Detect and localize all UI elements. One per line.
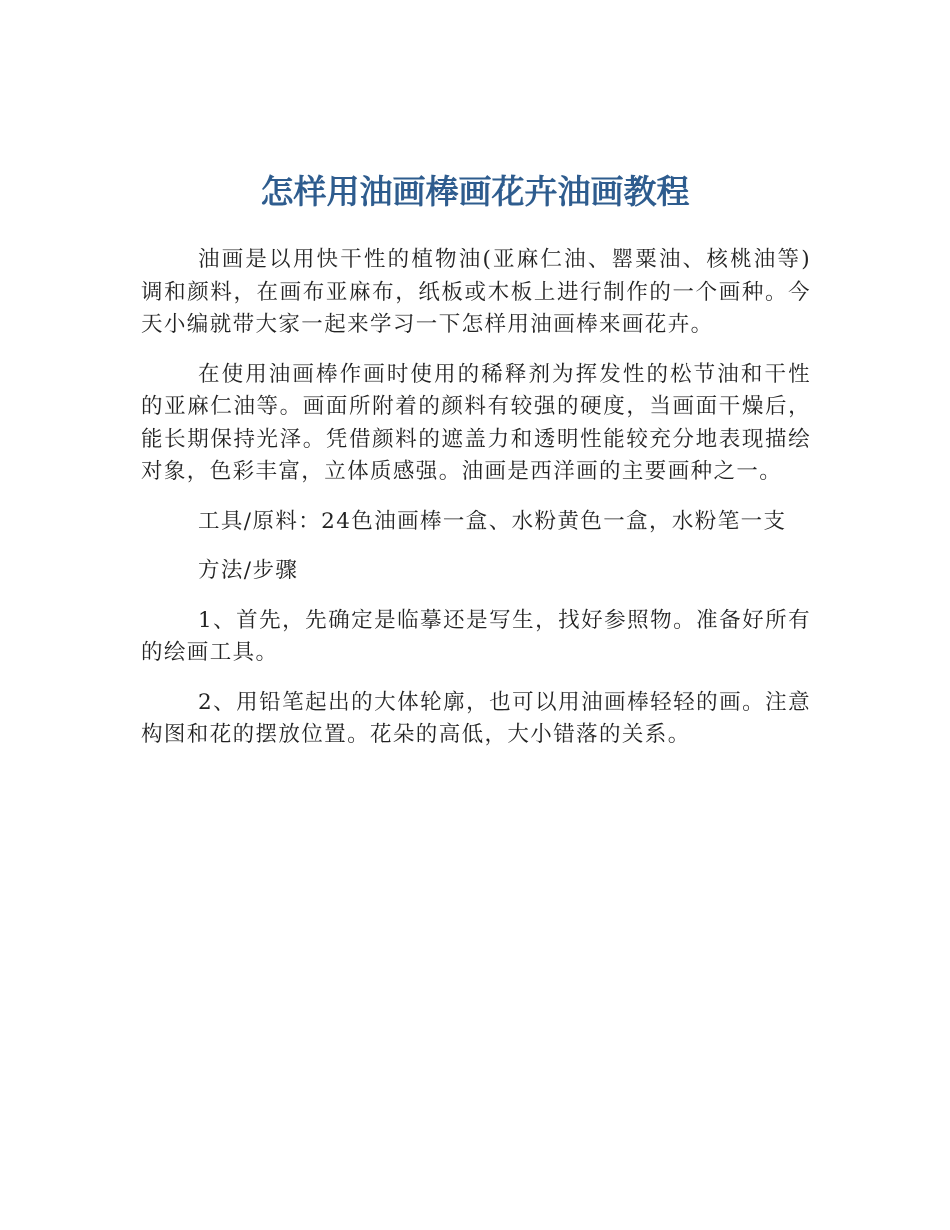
paragraph-step-2: 2、用铅笔起出的大体轮廓，也可以用油画棒轻轻的画。注意构图和花的摆放位置。花朵的高低，大小错落的关系。 (141, 689, 811, 747)
paragraph-method-heading: 方法/步骤 (198, 558, 299, 583)
document-body (141, 244, 811, 769)
document-title: 怎样用油画棒画花卉油画教程 (260, 172, 690, 212)
paragraph-materials-info: 在使用油画棒作画时使用的稀释剂为挥发性的松节油和干性的亚麻仁油等。画面所附着的颜料有较强的硬度，当画面干燥后，能长期保持光泽。凭借颜料的遮盖力和透明性能较充分地表现描绘对象，色彩丰富，立体质感强。油画是西洋画的主要画种之一。 (141, 361, 811, 484)
paragraph-step-1: 1、首先，先确定是临摹还是写生，找好参照物。准备好所有的绘画工具。 (141, 607, 811, 665)
paragraph-intro: 油画是以用快干性的植物油(亚麻仁油、罂粟油、核桃油等)调和颜料，在画布亚麻布，纸板或木板上进行制作的一个画种。今天小编就带大家一起来学习一下怎样用油画棒来画花卉。 (141, 247, 811, 337)
paragraph-tools: 工具/原料：24色油画棒一盒、水粉黄色一盒，水粉笔一支 (198, 508, 787, 534)
